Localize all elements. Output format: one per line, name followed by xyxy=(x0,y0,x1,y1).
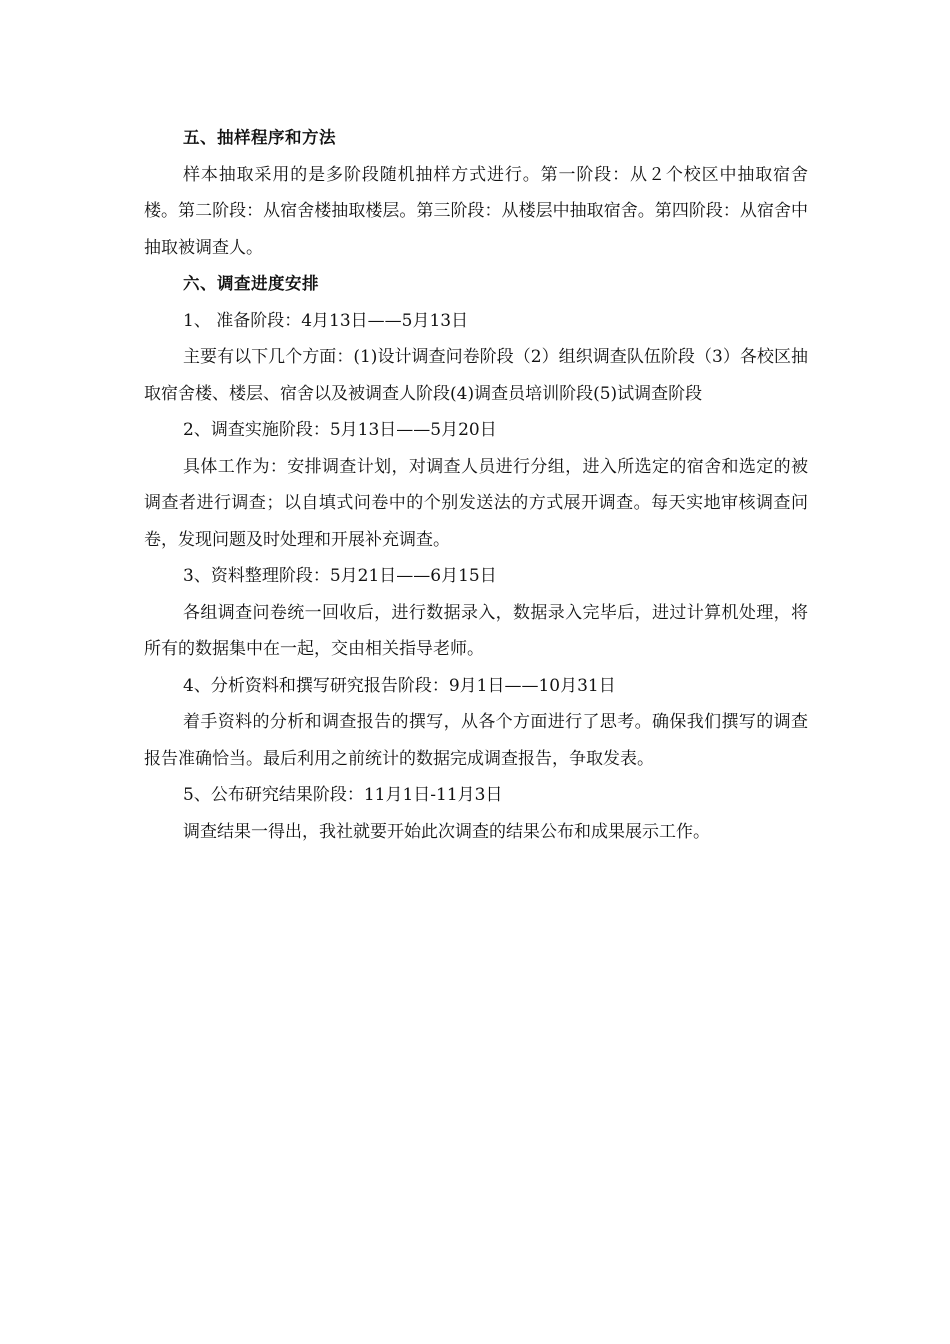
stage-title-publish-results: 5、公布研究结果阶段：11月1日-11月3日 xyxy=(183,785,503,805)
stage-title-data-processing: 3、资料整理阶段：5月21日——6月15日 xyxy=(183,566,497,586)
sampling-paragraph: 样本抽取采用的是多阶段随机抽样方式进行。第一阶段：从２个校区中抽取宿舍楼。第二阶段：从宿舍楼抽取楼层。第三阶段：从楼层中抽取宿舍。第四阶段：从宿舍中抽取被调查人。 xyxy=(144,164,808,258)
document-body xyxy=(144,120,808,850)
stage-body-implementation: 具体工作为：安排调查计划，对调查人员进行分组，进入所选定的宿舍和选定的被调查者进行调查；以自填式问卷中的个别发送法的方式展开调查。每天实地审核调查问卷，发现问题及时处理和开展补充调查。 xyxy=(144,456,808,550)
stage-body-analysis-report: 着手资料的分析和调查报告的撰写，从各个方面进行了思考。确保我们撰写的调查报告准确恰当。最后利用之前统计的数据完成调查报告，争取发表。 xyxy=(144,712,808,769)
stage-body-data-processing: 各组调查问卷统一回收后，进行数据录入，数据录入完毕后，进过计算机处理，将所有的数据集中在一起，交由相关指导老师。 xyxy=(144,602,808,659)
stage-title-implementation: 2、调查实施阶段：5月13日——5月20日 xyxy=(183,420,497,440)
section-heading-sampling: 五、抽样程序和方法 xyxy=(183,128,336,147)
stage-body-preparation: 主要有以下几个方面：(1)设计调查问卷阶段（2）组织调查队伍阶段（3）各校区抽取宿舍楼、楼层、宿舍以及被调查人阶段(4)调查员培训阶段(5)试调查阶段 xyxy=(144,347,808,404)
stage-title-preparation: 1、 准备阶段：4月13日——5月13日 xyxy=(183,310,469,331)
stage-title-analysis-report: 4、分析资料和撰写研究报告阶段：9月1日——10月31日 xyxy=(183,675,616,696)
stage-body-publish-results: 调查结果一得出，我社就要开始此次调查的结果公布和成果展示工作。 xyxy=(183,821,710,842)
section-heading-schedule: 六、调查进度安排 xyxy=(183,274,319,293)
